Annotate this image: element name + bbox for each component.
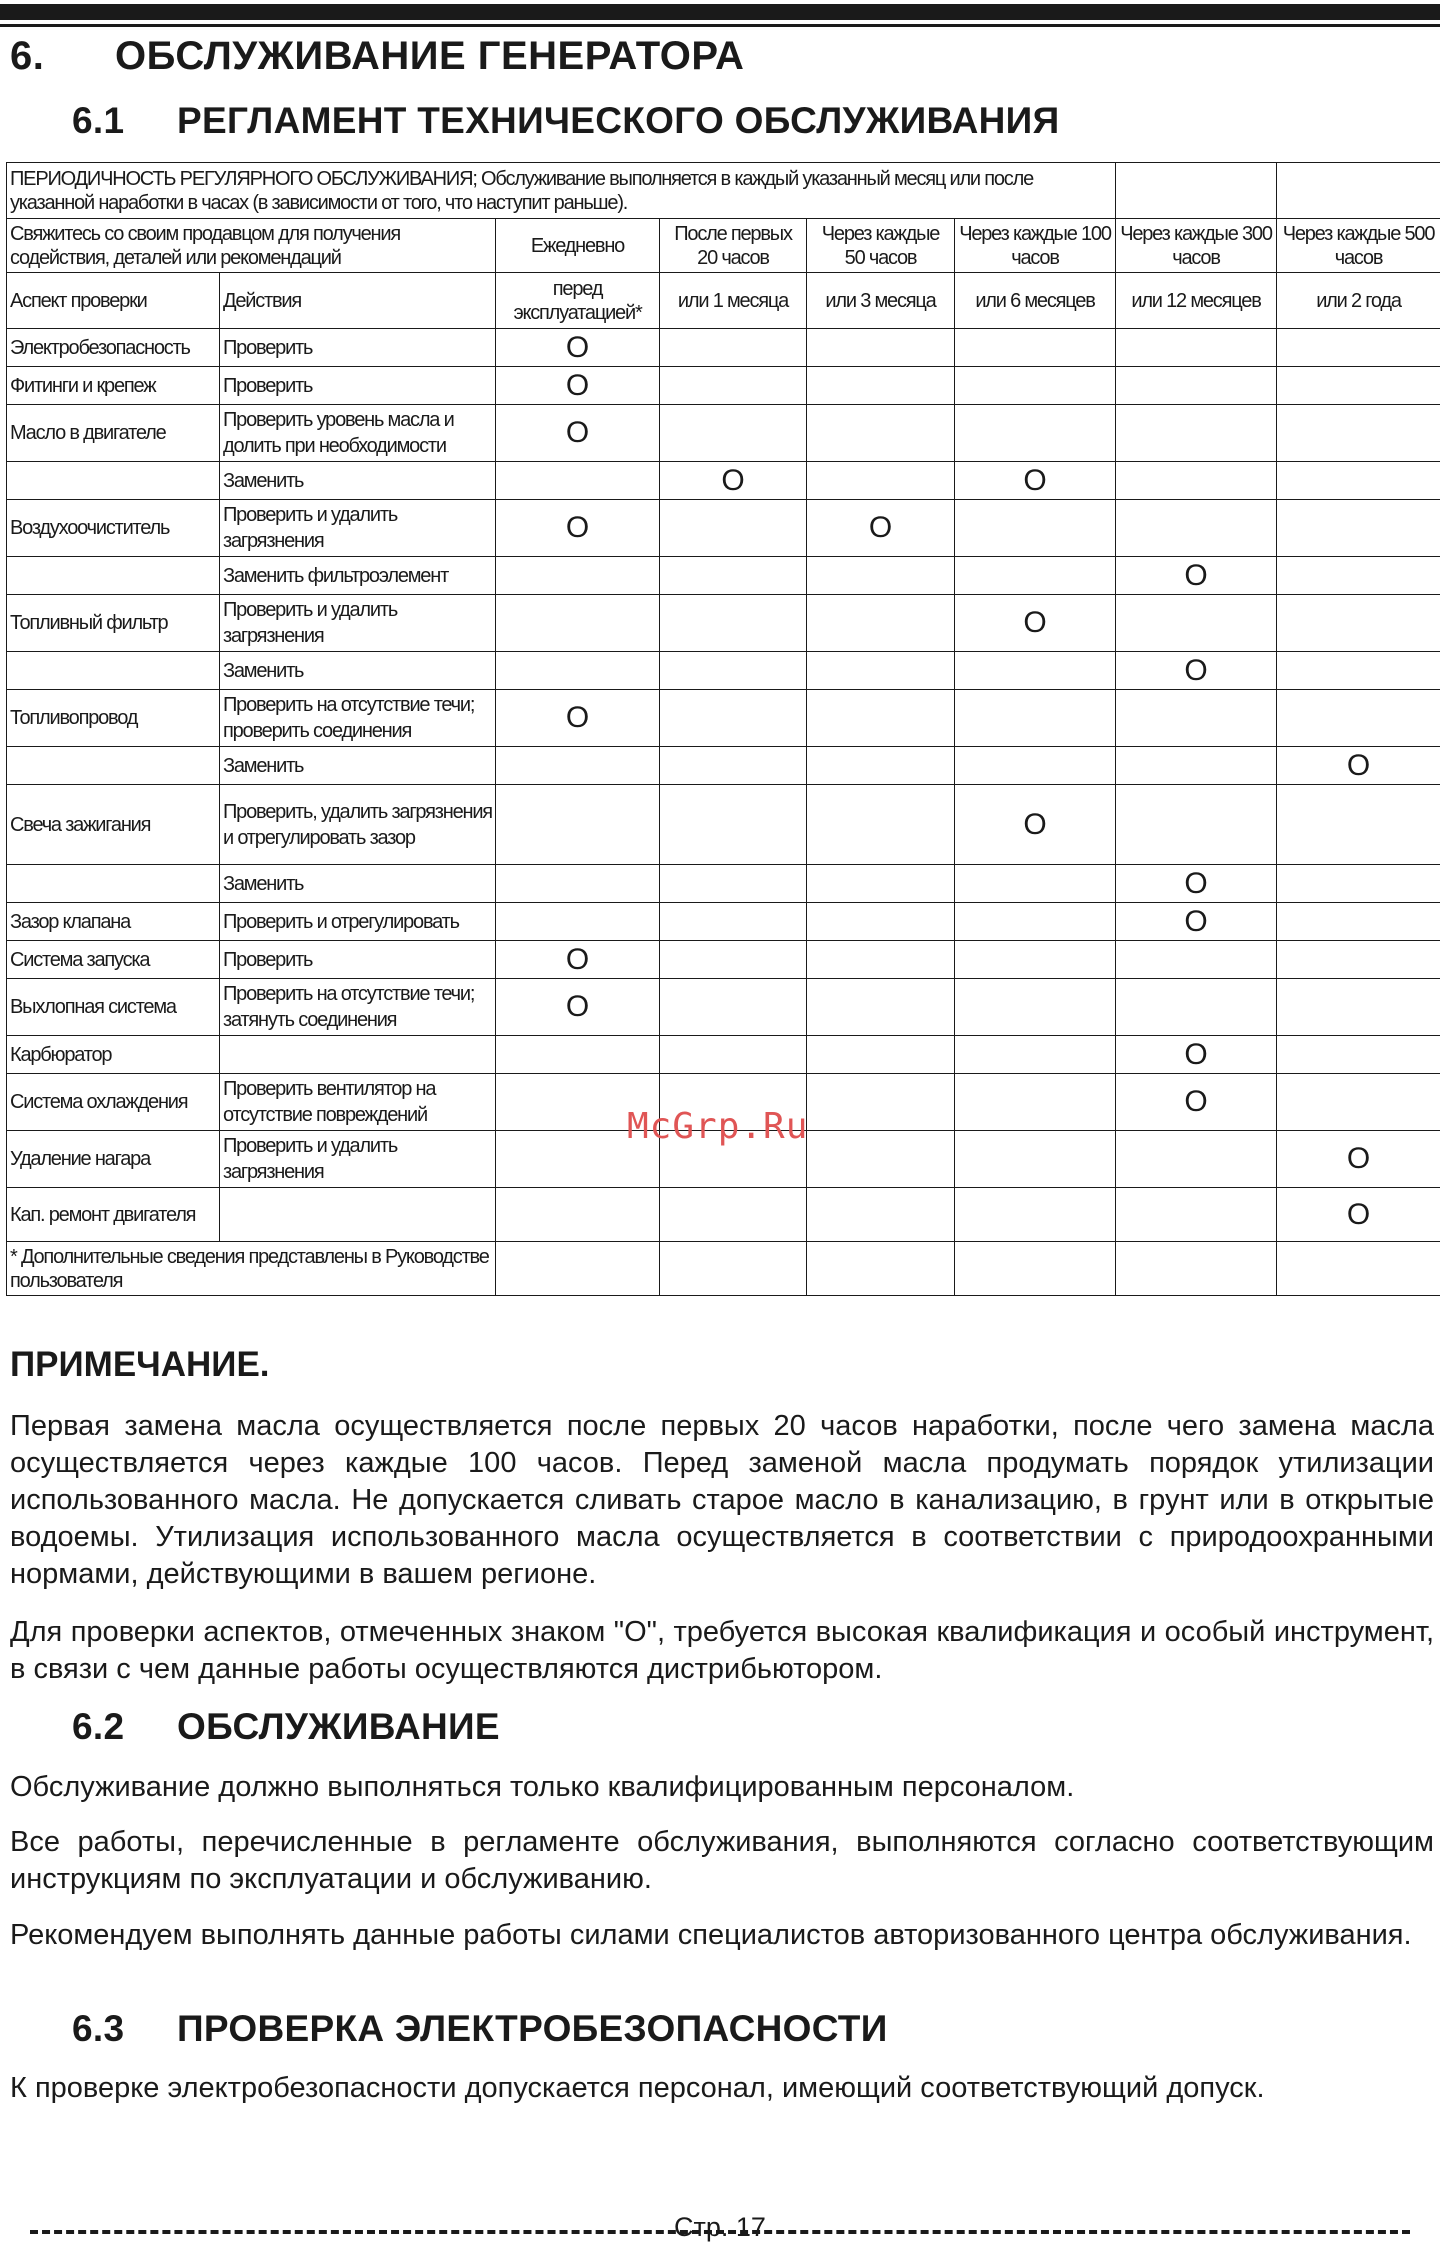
aspect-cell: Фитинги и крепеж	[7, 367, 220, 405]
subsection-heading-6-3	[72, 2008, 888, 2050]
aspect-cell	[7, 747, 220, 785]
check-mark: O	[496, 329, 660, 367]
table-row	[7, 941, 1440, 979]
table-row	[7, 462, 1440, 500]
table-row	[7, 1036, 1440, 1074]
action-cell: Проверить и удалить загрязнения	[220, 1131, 496, 1188]
empty-cell	[1277, 163, 1440, 219]
check-mark: O	[1116, 865, 1277, 903]
aspect-cell: Топливопровод	[7, 690, 220, 747]
action-cell: Проверить	[220, 941, 496, 979]
footnote-cell: * Дополнительные сведения представлены в Руководстве пользователя	[7, 1242, 496, 1296]
column-header: Через каждые 100 часов	[955, 219, 1116, 273]
aspect-cell: Топливный фильтр	[7, 595, 220, 652]
column-header: Через каждые 50 часов	[807, 219, 955, 273]
column-subheader: перед эксплуатацией*	[496, 273, 660, 329]
column-subheader: или 2 года	[1277, 273, 1440, 329]
aspect-cell: Кап. ремонт двигателя	[7, 1188, 220, 1242]
action-cell	[220, 1188, 496, 1242]
aspect-cell: Зазор клапана	[7, 903, 220, 941]
check-mark: O	[1116, 1036, 1277, 1074]
action-cell: Проверить уровень масла и долить при необходимости	[220, 405, 496, 462]
check-mark: O	[807, 500, 955, 557]
check-mark: O	[496, 405, 660, 462]
table-footnote-row	[7, 1242, 1440, 1296]
top-border-bar	[0, 4, 1440, 20]
column-header: Ежедневно	[496, 219, 660, 273]
check-mark: O	[1116, 557, 1277, 595]
column-subheader: или 3 месяца	[807, 273, 955, 329]
top-border-line	[0, 24, 1440, 27]
aspect-cell: Электробезопасность	[7, 329, 220, 367]
subsection-title: РЕГЛАМЕНТ ТЕХНИЧЕСКОГО ОБСЛУЖИВАНИЯ	[177, 100, 1060, 141]
action-cell: Заменить	[220, 462, 496, 500]
table-header-row	[7, 273, 1440, 329]
table-row	[7, 903, 1440, 941]
empty-cell	[1116, 163, 1277, 219]
section-number: 6.	[10, 34, 45, 78]
column-subheader: или 6 месяцев	[955, 273, 1116, 329]
column-header: Через каждые 300 часов	[1116, 219, 1277, 273]
check-mark: O	[496, 367, 660, 405]
check-mark: O	[955, 462, 1116, 500]
s63-paragraph-1: К проверке электробезопасности допускается персонал, имеющий соответствующий допуск.	[10, 2072, 1265, 2104]
column-header: Через каждые 500 часов	[1277, 219, 1440, 273]
action-column-header: Действия	[220, 273, 496, 329]
action-cell: Проверить	[220, 367, 496, 405]
section-title: ОБСЛУЖИВАНИЕ ГЕНЕРАТОРА	[115, 34, 745, 78]
watermark: McGrp.Ru	[627, 1106, 809, 1147]
action-cell: Проверить вентилятор на отсутствие повреждений	[220, 1074, 496, 1131]
table-row	[7, 747, 1440, 785]
check-mark: O	[1116, 652, 1277, 690]
aspect-cell: Система охлаждения	[7, 1074, 220, 1131]
table-row	[7, 557, 1440, 595]
page-number: Стр. 17	[674, 2212, 766, 2242]
aspect-cell	[7, 865, 220, 903]
note-paragraph-2: Для проверки аспектов, отмеченных знаком "O", требуется высокая квалификация и особый инструмент, в связи с чем данные работы осуществляются дистрибьютором.	[10, 1616, 1434, 1685]
s62-paragraph-3: Рекомендуем выполнять данные работы силами специалистов авторизованного центра обслуживания.	[10, 1919, 1412, 1951]
action-cell: Проверить и удалить загрязнения	[220, 500, 496, 557]
table-row	[7, 652, 1440, 690]
check-mark: O	[496, 941, 660, 979]
action-cell	[220, 1036, 496, 1074]
action-cell: Проверить	[220, 329, 496, 367]
subsection-heading-6-2	[72, 1706, 500, 1748]
aspect-cell: Система запуска	[7, 941, 220, 979]
aspect-cell: Свеча зажигания	[7, 785, 220, 865]
check-mark: O	[1277, 1188, 1440, 1242]
note-title: ПРИМЕЧАНИЕ.	[10, 1345, 270, 1384]
aspect-cell	[7, 557, 220, 595]
aspect-cell	[7, 462, 220, 500]
aspect-cell: Удаление нагара	[7, 1131, 220, 1188]
action-cell: Проверить на отсутствие течи; затянуть соединения	[220, 979, 496, 1036]
subsection-heading-6-1	[72, 100, 1059, 142]
aspect-cell	[7, 652, 220, 690]
table-header-row	[7, 219, 1440, 273]
check-mark: O	[496, 500, 660, 557]
column-subheader: или 12 месяцев	[1116, 273, 1277, 329]
periodicity-cell: ПЕРИОДИЧНОСТЬ РЕГУЛЯРНОГО ОБСЛУЖИВАНИЯ; Обслуживание выполняется в каждый указанный месяц или после указанной наработки в часах (в зависимости от того, что наступит раньше).	[7, 163, 1116, 219]
table-row	[7, 690, 1440, 747]
table-row	[7, 329, 1440, 367]
check-mark: O	[1116, 903, 1277, 941]
s62-paragraph-1: Обслуживание должно выполняться только квалифицированным персоналом.	[10, 1771, 1075, 1803]
check-mark: O	[955, 785, 1116, 865]
aspect-cell: Воздухоочиститель	[7, 500, 220, 557]
check-mark: O	[1277, 747, 1440, 785]
action-cell: Проверить, удалить загрязнения и отрегулировать зазор	[220, 785, 496, 865]
note-paragraph-1: Первая замена масла осуществляется после первых 20 часов наработки, после чего замена масла осуществляется через каждые 100 часов. Перед заменой масла продумать порядок утилизации использованного масла. Не допускается сливать старое масло в канализацию, в грунт или в открытые водоемы. Утилизация использованного масла осуществляется в соответствии с природоохранными нормами, действующими в вашем регионе.	[10, 1410, 1434, 1590]
table-row	[7, 500, 1440, 557]
subsection-number: 6.2	[72, 1706, 125, 1747]
aspect-cell: Выхлопная система	[7, 979, 220, 1036]
contact-cell: Свяжитесь со своим продавцом для получения содействия, деталей или рекомендаций	[7, 219, 496, 273]
section-heading	[10, 34, 744, 79]
subsection-title: ПРОВЕРКА ЭЛЕКТРОБЕЗОПАСНОСТИ	[177, 2008, 888, 2049]
subsection-title: ОБСЛУЖИВАНИЕ	[177, 1706, 500, 1747]
action-cell: Заменить	[220, 865, 496, 903]
table-row	[7, 595, 1440, 652]
action-cell: Заменить	[220, 747, 496, 785]
subsection-number: 6.1	[72, 100, 125, 141]
subsection-number: 6.3	[72, 2008, 125, 2049]
aspect-cell: Масло в двигателе	[7, 405, 220, 462]
check-mark: O	[496, 979, 660, 1036]
check-mark: O	[660, 462, 807, 500]
aspect-column-header: Аспект проверки	[7, 273, 220, 329]
table-row	[7, 405, 1440, 462]
action-cell: Проверить и отрегулировать	[220, 903, 496, 941]
check-mark: O	[1116, 1074, 1277, 1131]
action-cell: Проверить на отсутствие течи; проверить соединения	[220, 690, 496, 747]
table-row	[7, 865, 1440, 903]
table-header-row	[7, 163, 1440, 219]
column-header: После первых 20 часов	[660, 219, 807, 273]
table-row	[7, 367, 1440, 405]
aspect-cell: Карбюратор	[7, 1036, 220, 1074]
table-row	[7, 785, 1440, 865]
check-mark: O	[955, 595, 1116, 652]
table-row	[7, 979, 1440, 1036]
action-cell: Проверить и удалить загрязнения	[220, 595, 496, 652]
action-cell: Заменить	[220, 652, 496, 690]
s62-paragraph-2: Все работы, перечисленные в регламенте обслуживания, выполняются согласно соответствующим инструкциям по эксплуатации и обслуживанию.	[10, 1826, 1434, 1895]
table-row	[7, 1188, 1440, 1242]
check-mark: O	[1277, 1131, 1440, 1188]
check-mark: O	[496, 690, 660, 747]
action-cell: Заменить фильтроэлемент	[220, 557, 496, 595]
column-subheader: или 1 месяца	[660, 273, 807, 329]
